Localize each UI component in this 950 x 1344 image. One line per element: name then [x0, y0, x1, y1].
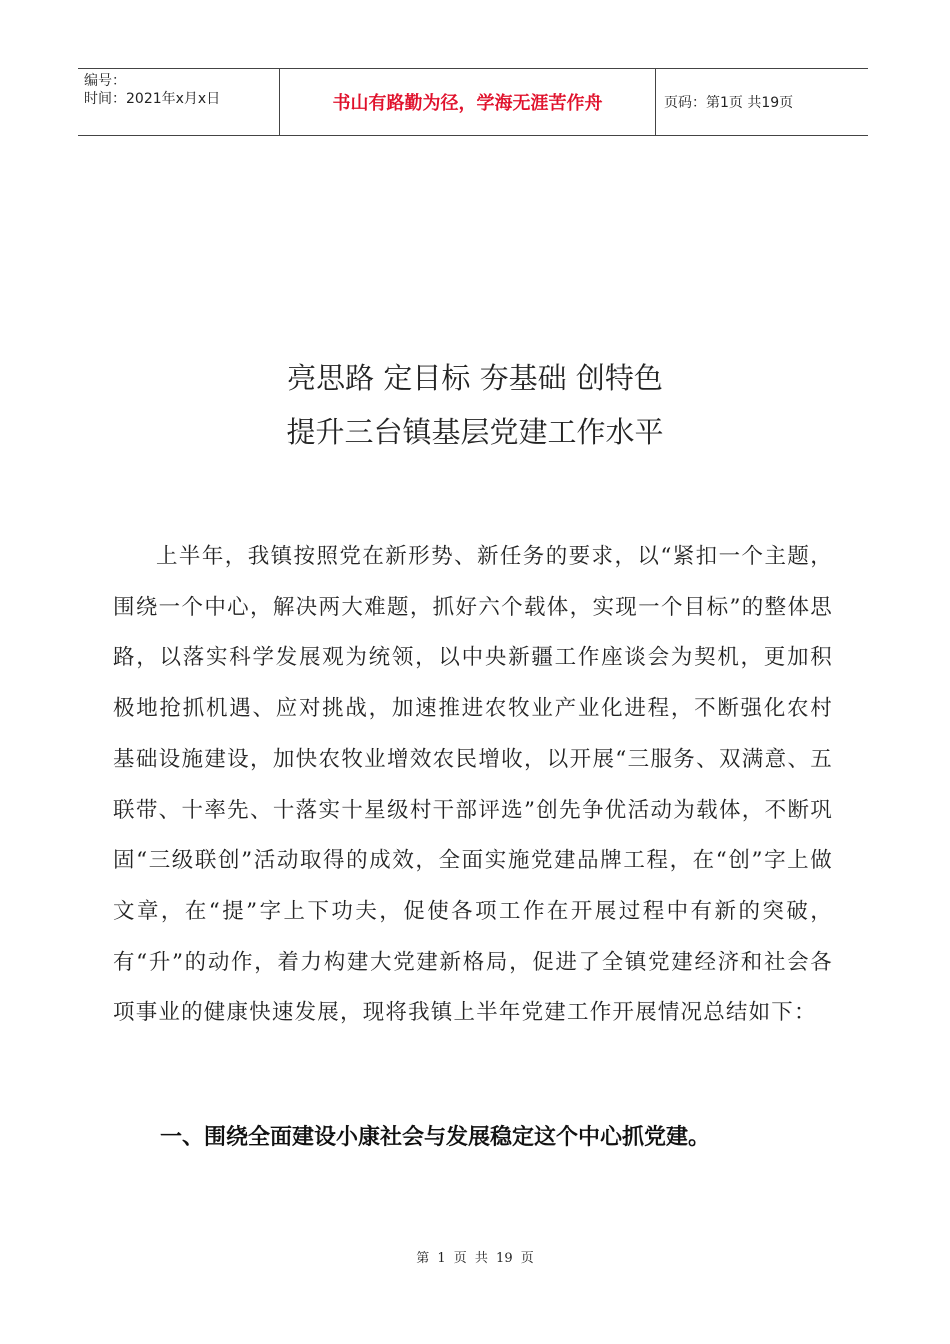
header-motto: 书山有路勤为径，学海无涯苦作舟 [280, 69, 656, 135]
serial-label: 编号： [84, 73, 126, 89]
body-paragraph: 上半年，我镇按照党在新形势、新任务的要求，以“紧扣一个主题，围绕一个中心，解决两大难题，抓好六个载体，实现一个目标”的整体思路，以落实科学发展观为统领，以中央新疆工作座谈会为契机，更加积极地抢抓机遇、应对挑战，加速推进农牧业产业化进程，不断强化农村基础设施建设，加快农牧业增效农民增收，以开展“三服务、双满意、五联带、十率先、十落实十星级村干部评选”创先争优活动为载体，不断巩固“三级联创”活动取得的成效，全面实施党建品牌工程，在“创”字上做文章，在“提”字上下功夫，促使各项工作在开展过程中有新的突破，有“升”的动作，着力构建大党建新格局，促进了全镇党建经济和社会各项事业的健康快速发展，现将我镇上半年党建工作开展情况总结如下： [113, 544, 833, 1026]
document-title-line1: 亮思路 定目标 夯基础 创特色 [287, 361, 663, 395]
section-heading: 一、围绕全面建设小康社会与发展稳定这个中心抓党建。 [160, 1125, 711, 1150]
header-meta [78, 69, 280, 135]
document-body [113, 532, 833, 1039]
page-header [78, 68, 868, 136]
page-footer: 第 1 页 共 19 页 [416, 1251, 534, 1266]
document-title-line2: 提升三台镇基层党建工作水平 [286, 415, 664, 449]
header-page-info: 页码：第1页 共19页 [664, 95, 794, 111]
date-label: 时间：2021年x月x日 [84, 91, 221, 107]
